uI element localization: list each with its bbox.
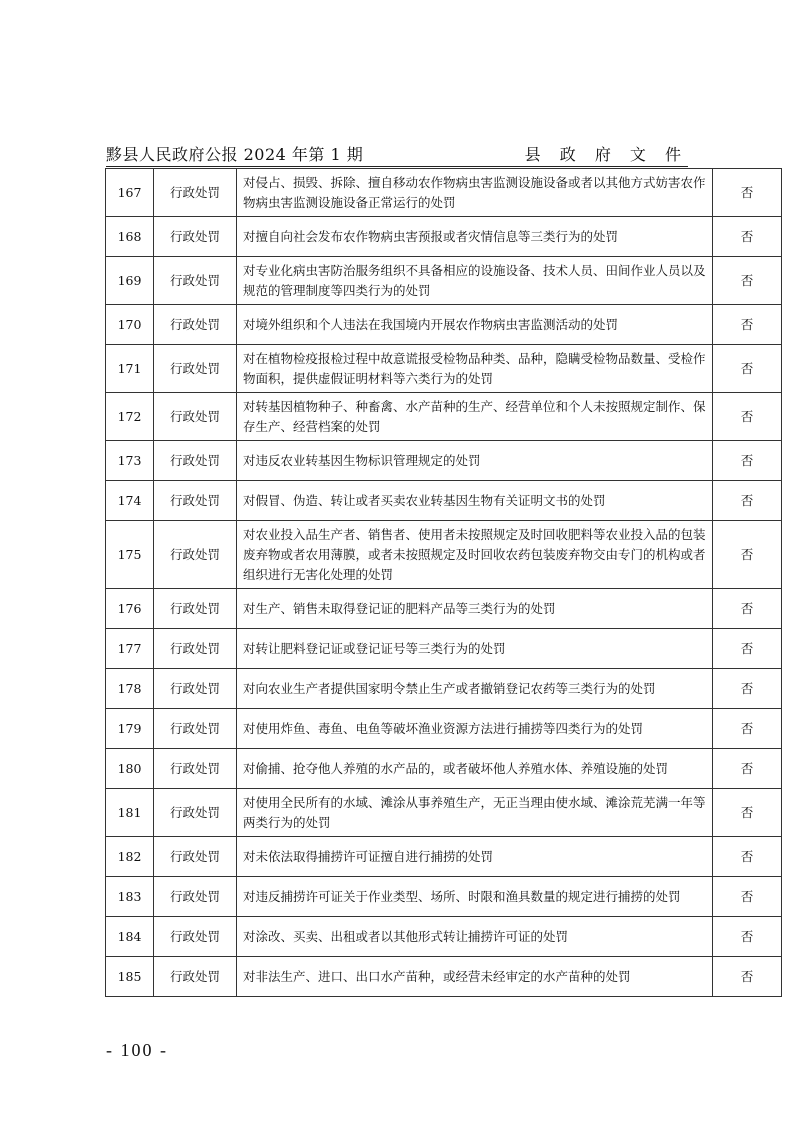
row-description: 对转基因植物种子、种畜禽、水产苗种的生产、经营单位和个人未按照规定制作、保存生产、经营档案的处罚 <box>237 393 713 441</box>
row-number: 177 <box>106 629 154 669</box>
row-number: 183 <box>106 877 154 917</box>
row-description: 对假冒、伪造、转让或者买卖农业转基因生物有关证明文书的处罚 <box>237 481 713 521</box>
row-number: 169 <box>106 257 154 305</box>
table-row <box>106 589 782 629</box>
row-type: 行政处罚 <box>154 217 237 257</box>
row-description: 对涂改、买卖、出租或者以其他形式转让捕捞许可证的处罚 <box>237 917 713 957</box>
row-flag: 否 <box>713 345 782 393</box>
table-row <box>106 877 782 917</box>
row-type: 行政处罚 <box>154 669 237 709</box>
table-row <box>106 917 782 957</box>
row-description: 对向农业生产者提供国家明令禁止生产或者撤销登记农药等三类行为的处罚 <box>237 669 713 709</box>
row-type: 行政处罚 <box>154 789 237 837</box>
row-flag: 否 <box>713 521 782 589</box>
row-type: 行政处罚 <box>154 441 237 481</box>
row-description: 对境外组织和个人违法在我国境内开展农作物病虫害监测活动的处罚 <box>237 305 713 345</box>
row-flag: 否 <box>713 917 782 957</box>
row-number: 167 <box>106 169 154 217</box>
row-description: 对违反捕捞许可证关于作业类型、场所、时限和渔具数量的规定进行捕捞的处罚 <box>237 877 713 917</box>
row-type: 行政处罚 <box>154 629 237 669</box>
row-flag: 否 <box>713 589 782 629</box>
table-row <box>106 305 782 345</box>
row-description: 对在植物检疫报检过程中故意谎报受检物品种类、品种，隐瞒受检物品数量、受检作物面积，提供虚假证明材料等六类行为的处罚 <box>237 345 713 393</box>
row-description: 对擅自向社会发布农作物病虫害预报或者灾情信息等三类行为的处罚 <box>237 217 713 257</box>
row-flag: 否 <box>713 481 782 521</box>
row-number: 182 <box>106 837 154 877</box>
row-number: 176 <box>106 589 154 629</box>
row-number: 171 <box>106 345 154 393</box>
row-description: 对专业化病虫害防治服务组织不具备相应的设施设备、技术人员、田间作业人员以及规范的管理制度等四类行为的处罚 <box>237 257 713 305</box>
row-flag: 否 <box>713 957 782 997</box>
row-type: 行政处罚 <box>154 521 237 589</box>
table-row <box>106 521 782 589</box>
table-row <box>106 169 782 217</box>
row-flag: 否 <box>713 441 782 481</box>
row-flag: 否 <box>713 789 782 837</box>
row-type: 行政处罚 <box>154 957 237 997</box>
row-type: 行政处罚 <box>154 169 237 217</box>
row-type: 行政处罚 <box>154 709 237 749</box>
row-type: 行政处罚 <box>154 305 237 345</box>
row-description: 对农业投入品生产者、销售者、使用者未按照规定及时回收肥料等农业投入品的包装废弃物或者农用薄膜，或者未按照规定及时回收农药包装废弃物交由专门的机构或者组织进行无害化处理的处罚 <box>237 521 713 589</box>
row-description: 对生产、销售未取得登记证的肥料产品等三类行为的处罚 <box>237 589 713 629</box>
row-description: 对违反农业转基因生物标识管理规定的处罚 <box>237 441 713 481</box>
row-type: 行政处罚 <box>154 917 237 957</box>
row-description: 对未依法取得捕捞许可证擅自进行捕捞的处罚 <box>237 837 713 877</box>
table-row <box>106 345 782 393</box>
row-flag: 否 <box>713 169 782 217</box>
table-row <box>106 837 782 877</box>
table-row <box>106 669 782 709</box>
table-row <box>106 749 782 789</box>
row-description: 对侵占、损毁、拆除、擅自移动农作物病虫害监测设施设备或者以其他方式妨害农作物病虫害监测设施设备正常运行的处罚 <box>237 169 713 217</box>
row-flag: 否 <box>713 305 782 345</box>
row-description: 对转让肥料登记证或登记证号等三类行为的处罚 <box>237 629 713 669</box>
row-flag: 否 <box>713 629 782 669</box>
row-flag: 否 <box>713 217 782 257</box>
row-number: 181 <box>106 789 154 837</box>
page-number: - 100 - <box>106 1040 168 1060</box>
table-row <box>106 957 782 997</box>
row-flag: 否 <box>713 669 782 709</box>
row-flag: 否 <box>713 393 782 441</box>
row-flag: 否 <box>713 749 782 789</box>
row-type: 行政处罚 <box>154 877 237 917</box>
row-number: 175 <box>106 521 154 589</box>
row-number: 170 <box>106 305 154 345</box>
table-row <box>106 709 782 749</box>
row-flag: 否 <box>713 709 782 749</box>
row-description: 对偷捕、抢夺他人养殖的水产品的，或者破坏他人养殖水体、养殖设施的处罚 <box>237 749 713 789</box>
row-type: 行政处罚 <box>154 589 237 629</box>
page-header <box>106 138 688 167</box>
row-number: 174 <box>106 481 154 521</box>
gazette-title: 黟县人民政府公报 2024 年第 1 期 <box>106 145 364 164</box>
row-flag: 否 <box>713 837 782 877</box>
row-number: 180 <box>106 749 154 789</box>
table-row <box>106 217 782 257</box>
row-type: 行政处罚 <box>154 393 237 441</box>
table-row <box>106 393 782 441</box>
row-type: 行政处罚 <box>154 837 237 877</box>
row-number: 179 <box>106 709 154 749</box>
row-type: 行政处罚 <box>154 257 237 305</box>
row-number: 173 <box>106 441 154 481</box>
table-row <box>106 789 782 837</box>
row-description: 对非法生产、进口、出口水产苗种，或经营未经审定的水产苗种的处罚 <box>237 957 713 997</box>
table-row <box>106 481 782 521</box>
table-row <box>106 629 782 669</box>
row-description: 对使用全民所有的水域、滩涂从事养殖生产，无正当理由使水域、滩涂荒芜满一年等两类行为的处罚 <box>237 789 713 837</box>
row-type: 行政处罚 <box>154 749 237 789</box>
row-type: 行政处罚 <box>154 481 237 521</box>
section-title: 县 政 府 文 件 <box>524 145 688 164</box>
row-number: 178 <box>106 669 154 709</box>
row-number: 172 <box>106 393 154 441</box>
row-number: 184 <box>106 917 154 957</box>
penalty-items-table <box>105 168 782 997</box>
row-flag: 否 <box>713 877 782 917</box>
row-number: 185 <box>106 957 154 997</box>
row-description: 对使用炸鱼、毒鱼、电鱼等破坏渔业资源方法进行捕捞等四类行为的处罚 <box>237 709 713 749</box>
row-type: 行政处罚 <box>154 345 237 393</box>
table-row <box>106 257 782 305</box>
row-number: 168 <box>106 217 154 257</box>
table-body <box>106 169 782 997</box>
row-flag: 否 <box>713 257 782 305</box>
table-row <box>106 441 782 481</box>
